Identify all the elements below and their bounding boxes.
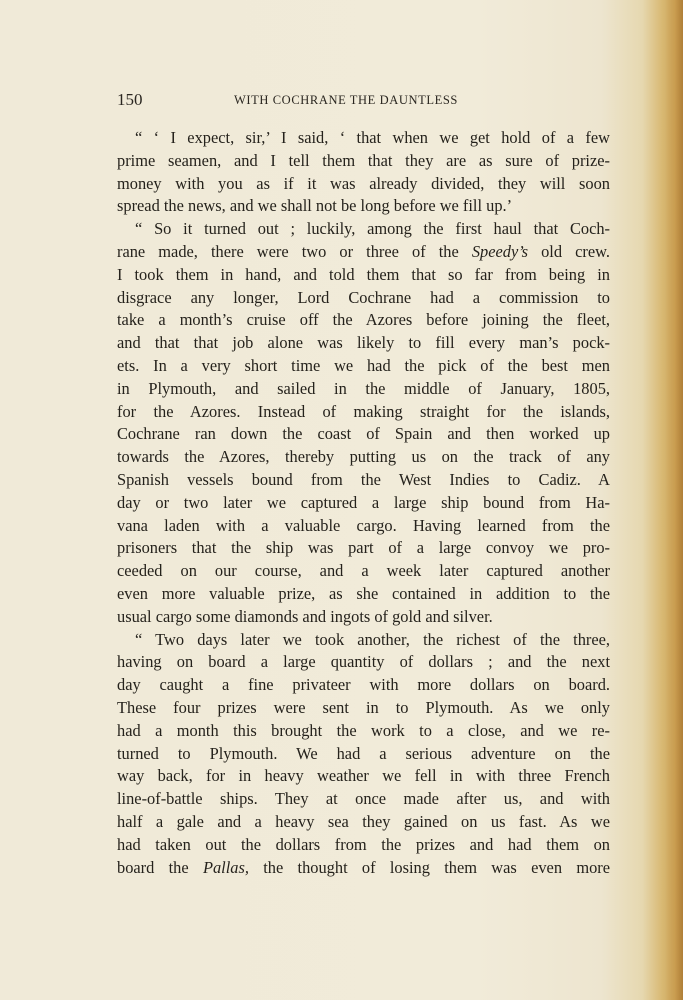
text-line: had taken out the dollars from the prizes and had them on (117, 834, 610, 854)
text-line: even more valuable prize, as she contained in addition to the (117, 583, 610, 603)
text-line: vana laden with a valuable cargo. Having learned from the (117, 515, 610, 535)
text-line: spread the news, and we shall not be long before we fill up.’ (117, 196, 513, 216)
text-line: having on board a large quantity of dollars ; and the next (117, 652, 610, 672)
text-line: “ ‘ I expect, sir,’ I said, ‘ that when we get hold of a few (135, 128, 610, 147)
text-line: These four prizes were sent in to Plymouth. As we only (117, 697, 610, 717)
text-line: Cochrane ran down the coast of Spain and then worked up (117, 424, 610, 444)
text-line: in Plymouth, and sailed in the middle of January, 1805, (117, 378, 610, 398)
text-line (117, 241, 610, 264)
text-line: towards the Azores, thereby putting us on the track of any (117, 447, 610, 467)
italic-text: Speedy’s (471, 241, 528, 261)
text-line (117, 857, 610, 880)
text-line: usual cargo some diamonds and ingots of gold and silver. (117, 606, 493, 626)
page-edge (665, 0, 683, 1000)
text-line: turned to Plymouth. We had a serious adventure on the (117, 743, 610, 763)
text-line: line-of-battle ships. They at once made after us, and with (117, 789, 610, 809)
text-line: Spanish vessels bound from the West Indies to Cadiz. A (117, 469, 610, 489)
page-number: 150 (117, 90, 143, 109)
text-line: prime seamen, and I tell them that they are as sure of prize- (117, 150, 610, 170)
text-segment: the thought of losing them was even more (248, 857, 610, 877)
text-line: for the Azores. Instead of making straight for the islands, (117, 401, 610, 421)
text-line: day or two later we captured a large ship bound from Ha- (117, 492, 610, 512)
text-line: “ So it turned out ; luckily, among the first haul that Coch- (135, 219, 610, 239)
text-line: half a gale and a heavy sea they gained on us fast. As we (117, 811, 610, 831)
text-line: had a month this brought the work to a close, and we re- (117, 720, 610, 740)
italic-text: Pallas, (202, 857, 249, 877)
text-line: disgrace any longer, Lord Cochrane had a commission to (117, 287, 610, 307)
page-header (117, 90, 612, 110)
text-segment: old crew. (528, 241, 610, 261)
text-segment: board the (117, 857, 203, 877)
text-segment: rane made, there were two or three of the (117, 241, 472, 261)
text-line: take a month’s cruise off the Azores before joining the fleet, (117, 310, 610, 330)
text-line: prisoners that the ship was part of a large convoy we pro- (117, 538, 610, 558)
running-head: WITH COCHRANE THE DAUNTLESS (234, 93, 458, 107)
text-line: money with you as if it was already divided, they will soon (117, 173, 610, 193)
text-line: way back, for in heavy weather we fell in with three French (117, 766, 610, 786)
text-line: I took them in hand, and told them that so far from being in (117, 264, 610, 284)
text-line: ceeded on our course, and a week later captured another (117, 561, 610, 581)
text-line: “ Two days later we took another, the richest of the three, (135, 629, 610, 649)
text-line: ets. In a very short time we had the pick of the best men (117, 355, 610, 375)
text-line: and that that job alone was likely to fill every man’s pock- (117, 333, 610, 353)
body-text (117, 127, 610, 879)
text-line: day caught a fine privateer with more dollars on board. (117, 675, 610, 695)
